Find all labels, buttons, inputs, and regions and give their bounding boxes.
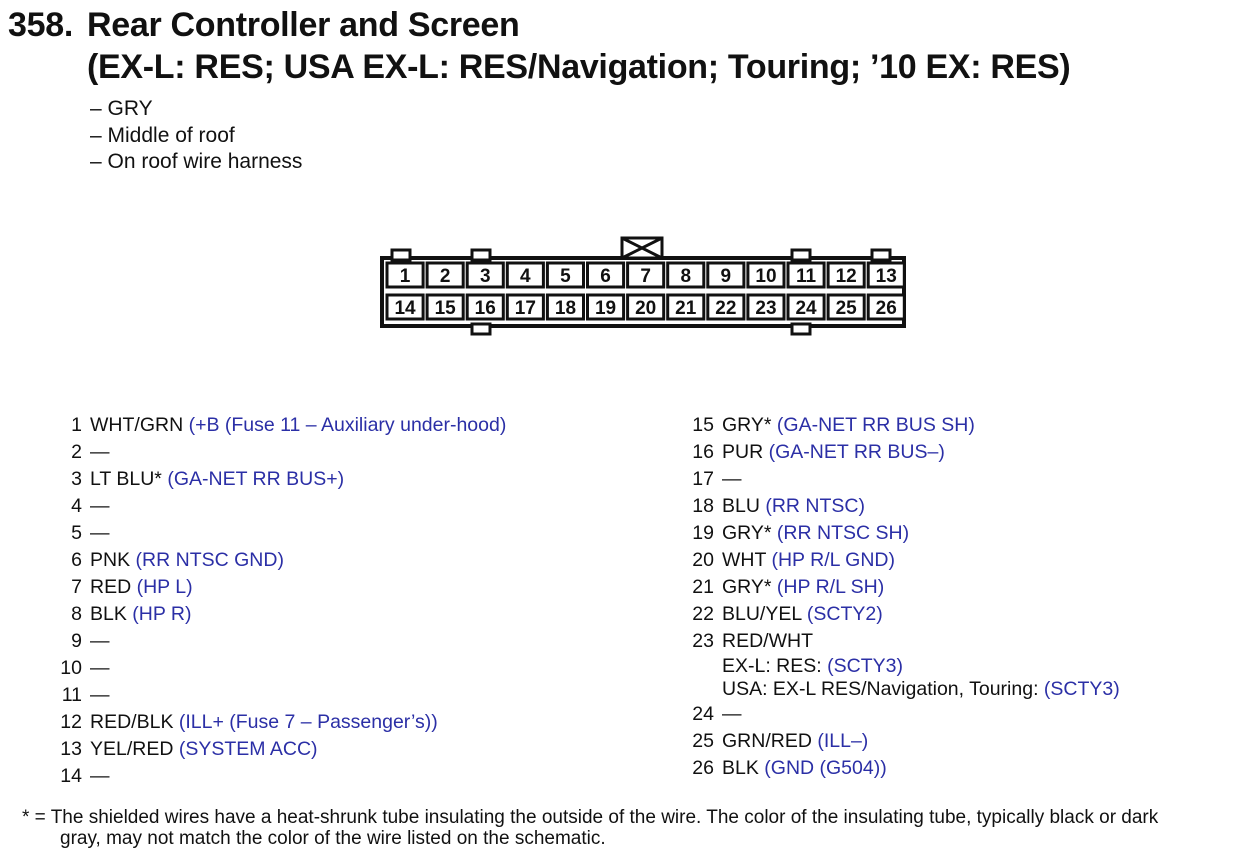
wire-color: PNK xyxy=(90,549,131,571)
circuit-name: (RR NTSC) xyxy=(765,495,866,517)
pin-description xyxy=(90,520,110,547)
circuit-name: (SYSTEM ACC) xyxy=(178,738,318,760)
pin-number: 9 xyxy=(71,630,82,652)
pin-number: 18 xyxy=(554,298,577,319)
pin-number: 13 xyxy=(60,738,82,760)
pin-number: 12 xyxy=(60,711,82,733)
note-harness: – On roof wire harness xyxy=(90,150,303,173)
pin-number: 23 xyxy=(692,630,714,652)
wire-color: RED/BLK xyxy=(90,711,174,733)
wire-color: LT BLU* xyxy=(90,468,162,490)
pin-number: 13 xyxy=(875,266,897,287)
pin-number: 22 xyxy=(715,298,737,319)
pin-number: 25 xyxy=(835,298,857,319)
pin-number: 9 xyxy=(720,266,732,287)
variant-label: EX-L: RES: xyxy=(722,655,822,677)
page-subtitle: (EX-L: RES; USA EX-L: RES/Navigation; Touring; ’10 EX: RES) xyxy=(87,48,1071,86)
circuit-name: (HP R/L GND) xyxy=(771,549,895,571)
wire-color: — xyxy=(90,522,110,544)
wire-color: — xyxy=(90,765,110,787)
pin-number: 6 xyxy=(71,549,82,571)
pin-description xyxy=(722,466,742,493)
footnote-line1: * = The shielded wires have a heat-shrunk tube insulating the outside of the wire. The color of the insulating tube, typically black or dark xyxy=(22,807,1159,828)
circuit-name: (SCTY2) xyxy=(806,603,883,625)
pin-description xyxy=(722,728,868,755)
circuit-name: (GA-NET RR BUS–) xyxy=(768,441,945,463)
circuit-name: (HP R) xyxy=(132,603,192,625)
pin-description xyxy=(90,682,110,709)
pin-description xyxy=(722,412,975,439)
pin-description xyxy=(722,755,887,782)
pin-description xyxy=(90,709,438,736)
pin-number: 22 xyxy=(692,603,714,625)
pin-number: 20 xyxy=(692,549,714,571)
locking-tab xyxy=(472,324,490,334)
pin-number: 4 xyxy=(520,266,531,287)
pin-description xyxy=(722,547,895,574)
pin-number: 24 xyxy=(692,703,714,725)
locking-tab xyxy=(872,250,890,260)
pin-number: 19 xyxy=(692,522,714,544)
circuit-name: (GA-NET RR BUS SH) xyxy=(776,414,975,436)
wire-color: PUR xyxy=(722,441,764,463)
wire-color: — xyxy=(722,703,742,725)
pin-description xyxy=(722,701,742,728)
variant-label: USA: EX-L RES/Navigation, Touring: xyxy=(722,678,1039,700)
pin-description xyxy=(722,601,883,628)
wire-color: — xyxy=(90,495,110,517)
wire-color: — xyxy=(90,441,110,463)
wire-color: GRY* xyxy=(722,414,772,436)
pin-description xyxy=(722,520,909,547)
wire-color: GRN/RED xyxy=(722,730,812,752)
circuit-name: (RR NTSC GND) xyxy=(135,549,284,571)
section-number: 358. xyxy=(8,6,73,44)
wire-color: BLU/YEL xyxy=(722,603,802,625)
pin-number: 15 xyxy=(692,414,714,436)
pin-number: 6 xyxy=(600,266,611,287)
pin-number: 15 xyxy=(434,298,456,319)
circuit-name: (+B (Fuse 11 – Auxiliary under-hood) xyxy=(188,414,507,436)
pin-number: 23 xyxy=(755,298,777,319)
pin-number: 16 xyxy=(474,298,496,319)
pin-number: 7 xyxy=(640,266,651,287)
pin-number: 19 xyxy=(594,298,617,319)
pin-number: 26 xyxy=(692,757,714,779)
wire-color: YEL/RED xyxy=(90,738,174,760)
variant-description xyxy=(722,655,903,678)
pin-number: 24 xyxy=(795,298,817,319)
pin-number: 17 xyxy=(692,468,714,490)
pin-number: 10 xyxy=(60,657,82,679)
pin-number: 2 xyxy=(439,266,451,287)
pin-description xyxy=(90,466,344,493)
wire-color: BLU xyxy=(722,495,760,517)
pin-number: 25 xyxy=(692,730,714,752)
circuit-name: (ILL–) xyxy=(817,730,869,752)
pin-description xyxy=(722,493,865,520)
pin-number: 20 xyxy=(635,298,657,319)
locking-tab xyxy=(392,250,410,260)
pin-number: 5 xyxy=(560,266,571,287)
pin-number: 12 xyxy=(835,266,857,287)
pin-number: 1 xyxy=(399,266,411,287)
pin-description xyxy=(90,601,192,628)
wire-color: — xyxy=(90,630,110,652)
wire-color: RED xyxy=(90,576,132,598)
wire-color: — xyxy=(90,657,110,679)
wire-color: BLK xyxy=(90,603,127,625)
pin-number: 7 xyxy=(71,576,82,598)
pin-description xyxy=(90,655,110,682)
wire-color: BLK xyxy=(722,757,759,779)
wire-color: GRY* xyxy=(722,522,772,544)
pin-number: 16 xyxy=(692,441,714,463)
page-title: Rear Controller and Screen xyxy=(87,6,520,44)
connector-top-row xyxy=(387,263,904,287)
pin-number: 18 xyxy=(692,495,714,517)
pin-number: 3 xyxy=(479,266,491,287)
circuit-name: (RR NTSC SH) xyxy=(776,522,910,544)
pin-description xyxy=(90,412,506,439)
circuit-name: (HP R/L SH) xyxy=(776,576,885,598)
wire-color: — xyxy=(722,468,742,490)
pin-number: 2 xyxy=(71,441,82,463)
footnote-line2: gray, may not match the color of the wire listed on the schematic. xyxy=(60,828,606,849)
pin-description xyxy=(90,439,110,466)
pin-number: 10 xyxy=(755,266,777,287)
pin-number: 1 xyxy=(71,414,82,436)
pin-description xyxy=(90,493,110,520)
pin-number: 21 xyxy=(692,576,714,598)
circuit-name: (ILL+ (Fuse 7 – Passenger’s)) xyxy=(178,711,438,733)
note-location: – Middle of roof xyxy=(90,123,235,147)
pin-description xyxy=(90,736,318,763)
pin-number: 8 xyxy=(680,266,692,287)
wire-color: RED/WHT xyxy=(722,630,813,652)
pin-number: 4 xyxy=(71,495,82,517)
pin-number: 21 xyxy=(675,298,697,319)
pin-number: 11 xyxy=(796,266,817,287)
wire-color: WHT xyxy=(722,549,767,571)
pin-description xyxy=(90,547,284,574)
wire-color: GRY* xyxy=(722,576,772,598)
circuit-name: (HP L) xyxy=(136,576,193,598)
footnote xyxy=(22,807,1158,849)
locking-tab xyxy=(472,250,490,260)
pin-description xyxy=(90,763,110,790)
pin-number: 26 xyxy=(875,298,897,319)
pin-number: 3 xyxy=(71,468,82,490)
pin-number: 14 xyxy=(60,765,82,787)
connector-bottom-row xyxy=(387,295,904,319)
pin-number: 14 xyxy=(394,298,416,319)
pin-number: 17 xyxy=(514,298,536,319)
variant-description xyxy=(722,678,1120,701)
pin-description xyxy=(722,574,884,601)
circuit-name: (SCTY3) xyxy=(1043,678,1120,700)
circuit-name: (GND (G504)) xyxy=(764,757,887,779)
locking-tab xyxy=(792,324,810,334)
wire-color: — xyxy=(90,684,110,706)
pin-description xyxy=(722,439,945,466)
note-color: – GRY xyxy=(90,97,153,120)
circuit-name: (GA-NET RR BUS+) xyxy=(167,468,345,490)
pin-description xyxy=(90,628,110,655)
pin-number: 11 xyxy=(61,684,82,706)
locking-tab xyxy=(792,250,810,260)
wire-color: WHT/GRN xyxy=(90,414,184,436)
pin-description xyxy=(90,574,193,601)
pin-description xyxy=(722,628,813,655)
pin-number: 8 xyxy=(71,603,82,625)
pin-number: 5 xyxy=(71,522,82,544)
circuit-name: (SCTY3) xyxy=(827,655,903,677)
